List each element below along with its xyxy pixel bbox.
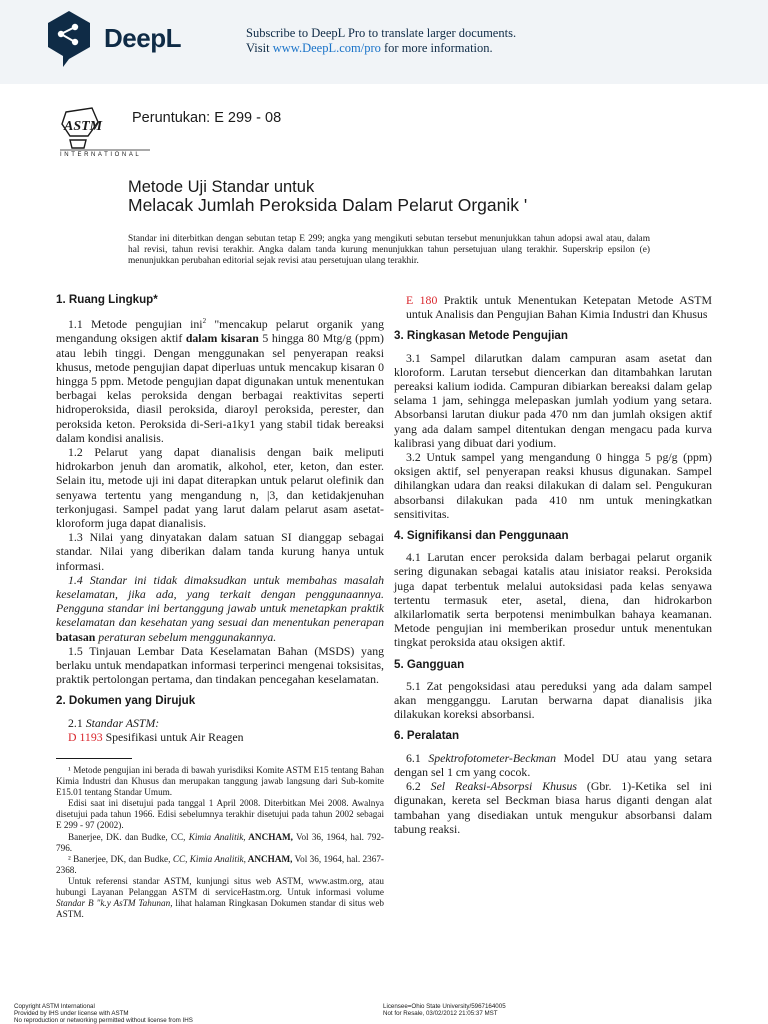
fn4-b: Vol 36, 1964, hal. 2367-2368. <box>56 853 384 875</box>
copyright-line-1: Copyright ASTM International <box>14 1003 95 1010</box>
fn5-a: Untuk referensi standar ASTM, kunjungi situs web ASTM, www.astm.org, atau hubungi Layanan Pelanggan ASTM di serviceHastm.org. Untuk informasi volume <box>56 875 384 898</box>
section-5-heading: 5. Gangguan <box>394 657 465 671</box>
ref-d1193-text: Spesifikasi untuk Air Reagen <box>102 729 244 744</box>
fn3-a: Banerjee, DK. dan Budke, CC, <box>68 831 189 842</box>
p1-1-text-a: 1.1 Metode pengujian ini <box>68 317 203 332</box>
copyright-line-3: No reproduction or networking permitted without license from IHS <box>14 1016 193 1024</box>
p6-2-number: 6.2 <box>406 779 431 794</box>
paragraph-2-1 <box>56 716 384 730</box>
p6-2-text: (Gbr. 1)-Ketika sel ini digunakan, kereta sel Beckman biasa harus diganti dengan alat tambahan yang disediakan untuk mengukur absorbansi dalam tabung reaksi. <box>394 779 712 836</box>
footnote-banerjee-1 <box>56 832 384 854</box>
section-3-heading: 3. Ringkasan Metode Pengujian <box>394 329 568 343</box>
paragraph-1-1 <box>56 314 384 445</box>
footnote-1: ¹ Metode pengujian ini berada di bawah yurisdiksi Komite ASTM E15 tentang Bahan Kimia Industri dan Khusus dan merupakan tanggung jawab langsung dari Sub-komite E15.01 tentang Standar Umum. <box>56 765 384 798</box>
license-notice <box>383 1004 506 1018</box>
subscribe-text: Subscribe to DeepL Pro to translate larger documents. <box>246 26 517 40</box>
deepl-logo-icon <box>46 10 92 68</box>
fn4-a: ² Banerjee, DK, dan Budke, <box>68 853 173 864</box>
paragraph-1-2: 1.2 Pelarut yang dapat dianalisis dengan baik meliputi hidrokarbon jenuh dan aromatik, alkohol, eter, keton, dan ester. Selain itu, metode uji ini dapat diterapkan untuk pelarut olefinik dan senyawa tertentu yang mengandung n, |3, dan ketidakjenuhan terkonjugasi. Sampel padat yang larut dalam pelarut asam asetat-kloroform juga dapat dianalisis. <box>56 444 384 530</box>
p1-1-text-b: "mencakup pelarut organik yang mengandung oksigen aktif <box>56 317 384 346</box>
p6-1-number: 6.1 <box>406 750 429 765</box>
p6-1-text: Model DU atau yang setara dengan sel 1 cm yang cocok. <box>394 750 712 779</box>
section-4-heading: 4. Signifikansi dan Penggunaan <box>394 529 569 543</box>
fn5-italic: Standar B "k.y AsTM Tahunan, <box>56 898 173 909</box>
ref-e180-text: Praktik untuk Menentukan Ketepatan Metode ASTM untuk Analisis dan Pengujian Bahan Kimia Industri dan Khusus <box>406 293 712 322</box>
deepl-logo-text: DeepL <box>104 23 181 53</box>
paragraph-4-1: 4.1 Larutan encer peroksida dalam berbagai pelarut organik sering digunakan sebagai katalis atau inisiator reaksi. Peroksida juga dapat terbentuk melalui autoksidasi pada kelas senyawa tertentu termasuk eter, asetal, diena, dan hidrokarbon alkilarlomatik serta berpotensi menimbulkan bahaya keamanan. Metode pengujian ini memberikan prosedur untuk menentukan tingkat peroksida atau oksigen aktif. <box>394 550 712 650</box>
deepl-banner <box>0 0 768 84</box>
paragraph-3-2: 3.2 Untuk sampel yang mengandung 0 hingga 5 pg/g (ppm) oksigen aktif, sel penyerapan reaksi khusus digunakan. Sampel dihilangkan udara dan reaksi dilakukan di dalam sel. Pengukuran absorbansi dilakukan pada 410 nm untuk meningkatkan sensitivitas. <box>394 450 712 521</box>
reference-d1193 <box>56 730 384 744</box>
ref-d1193-link[interactable]: D 1193 <box>68 729 103 744</box>
deepl-pro-link[interactable]: www.DeepL.com/pro <box>272 41 381 55</box>
visit-prefix: Visit <box>246 41 273 55</box>
svg-text:ASTM: ASTM <box>64 119 103 134</box>
p2-1-number: 2.1 <box>68 715 86 730</box>
paragraph-5-1: 5.1 Zat pengoksidasi atau pereduksi yang ada dalam sampel akan mengganggu. Larutan berwarna dapat dianalisis jika dilakukan koreksi absorbansi. <box>394 678 712 722</box>
visit-suffix: for more information. <box>380 41 493 55</box>
footnote-astm-reference <box>56 876 384 920</box>
license-line-1: Licensee=Ohio State University/5967164005 <box>383 1003 506 1010</box>
p1-1-bold: dalam kisaran <box>185 331 259 346</box>
p1-4-text-a: 1.4 Standar ini tidak dimaksudkan untuk membahas masalah keselamatan, jika ada, yang terkait dengan penggunaannya. Pengguna standar ini bertanggung jawab untuk menetapkan praktik keselamatan dan kesehatan yang sesuai dan menentukan penerapan <box>56 572 384 630</box>
visit-text <box>246 41 493 56</box>
section-1-heading: 1. Ruang Lingkup* <box>56 293 158 306</box>
standard-intro-note: Standar ini diterbitkan dengan sebutan tetap E 299; angka yang mengikuti sebutan tersebut menunjukkan tahun adopsi awal atau, dalam hal revisi, tahun revisi terakhir. Angka dalam tanda kurung menunjukkan tahun persetujuan ulang terakhir. Superskrip epsilon (e) menunjukkan perubahan editorial sejak revisi atau persetujuan ulang terakhir. <box>128 234 650 267</box>
left-column <box>56 293 384 920</box>
section-6-heading: 6. Peralatan <box>394 729 460 743</box>
fn4-italic: CC, Kimia Analitik, <box>172 853 246 864</box>
paragraph-3-1: 3.1 Sampel dilarutkan dalam campuran asam asetat dan kloroform. Larutan tersebut diencerkan dan ditambahkan larutan pereaksi kalium iodida. Campuran dibiarkan bereaksi dalam gelap selama 1 jam, sehingga melepaskan jumlah yodium yang setara. Absorbansi larutan diukur pada 470 nm dan jumlah oksigen aktif yang ada dalam sampel ditentukan dengan mengacu pada kurva kalibrasi yang dibuat dari yodium. <box>394 350 712 450</box>
p1-4-text-b: peraturan sebelum menggunakannya. <box>95 629 277 644</box>
fn5-b: lihat halaman Ringkasan Dokumen standar di situs web ASTM. <box>56 898 384 920</box>
reference-e180 <box>394 293 712 321</box>
footnote-2 <box>56 854 384 876</box>
right-column <box>394 293 712 836</box>
ref-e180-link[interactable]: E 180 <box>406 293 438 307</box>
p6-2-italic: Sel Reaksi-Absorpsi Khusus <box>430 779 577 794</box>
fn3-italic: Kimia Analitik, <box>188 831 246 842</box>
designation: Peruntukan: E 299 - 08 <box>132 110 282 126</box>
paragraph-1-4 <box>56 573 384 644</box>
copyright-line-2: Provided by IHS under license with ASTM <box>14 1009 129 1017</box>
fn3-bold: ANCHAM, <box>245 831 293 842</box>
p1-4-bold: batasan <box>56 629 96 644</box>
paragraph-1-5: 1.5 Tinjauan Lembar Data Keselamatan Bahan (MSDS) yang berlaku untuk mendapatkan informasi terperinci mengenai toksisitas, praktik pertolongan pertama, dan tindakan pencegahan keselamatan. <box>56 643 384 687</box>
fn4-bold: ANCHAM, <box>245 853 293 864</box>
title-line-1: Metode Uji Standar untuk <box>128 178 315 196</box>
svg-text:INTERNATIONAL: INTERNATIONAL <box>60 152 142 158</box>
p6-1-italic: Spektrofotometer-Beckman <box>428 750 557 765</box>
footnote-edition: Edisi saat ini disetujui pada tanggal 1 April 2008. Diterbitkan Mei 2008. Awalnya disetujui pada tahun 1966. Edisi sebelumnya terakhir disetujui pada tahun 2002 sebagai E 299 - 97 (2002). <box>56 798 384 831</box>
paragraph-6-1 <box>394 751 712 779</box>
title-line-2: Melacak Jumlah Peroksida Dalam Pelarut Organik ' <box>128 195 528 215</box>
p1-1-text-c: 5 hingga 80 Mtg/g (ppm) atau lebih tinggi. Dengan menggunakan sel penyerapan reaksi khusus, metode pengujian dapat diperluas untuk mencakup kisaran 0 hingga 5 ppm. Metode pengujian dapat digunakan untuk menentukan berbagai kelas peroksida dengan berbagai reaktivitas seperti hidroperoksida, diasil peroksida, diaroyl peroksida, perester, dan peroksida keton. Peroksida di-Seri-a1ky1 yang stabil tidak bereaksi dalam kondisi analisis. <box>56 331 384 445</box>
p2-1-italic: Standar ASTM: <box>85 715 160 730</box>
paragraph-6-2 <box>394 779 712 836</box>
footnote-divider <box>56 758 132 759</box>
section-2-heading: 2. Dokumen yang Dirujuk <box>56 694 196 708</box>
footnote-ref-2: 2 <box>202 317 207 326</box>
paragraph-1-3: 1.3 Nilai yang dinyatakan dalam satuan SI dianggap sebagai standar. Nilai yang diberikan dalam tanda kurung hanya untuk informasi. <box>56 530 384 573</box>
license-line-2: Not for Resale, 03/02/2012 21:05:37 MST <box>383 1009 498 1017</box>
copyright-notice <box>14 1004 193 1024</box>
fn3-b: Vol 36, 1964, hal. 792-796. <box>56 831 384 853</box>
